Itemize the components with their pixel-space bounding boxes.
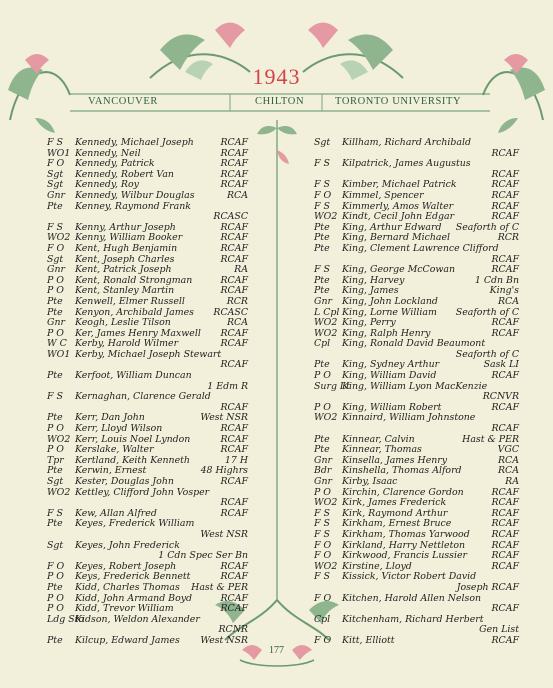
entry-unit-continued: 1 Cdn Spec Ser Bn	[158, 550, 248, 562]
entry-rank: Sgt	[47, 168, 64, 180]
entry-unit-continued: Joseph RCAF	[456, 581, 519, 593]
entry-unit: RCAF	[491, 200, 519, 212]
entry-rank: Gnr	[314, 454, 333, 466]
year-heading: 1943	[252, 64, 301, 89]
entry-name: Keyes, John Frederick	[75, 539, 180, 551]
entry-name: King, William David	[342, 370, 437, 382]
entry-name: Keogh, Leslie Tilson	[75, 317, 171, 329]
entry-rank: Bdr	[314, 465, 332, 477]
entry-unit: RCR	[226, 295, 248, 307]
roll-entry	[314, 191, 519, 202]
entry-rank: F S	[314, 571, 330, 583]
entry-name: Kernaghan, Clarence Gerald	[75, 391, 211, 403]
entry-name: Keys, Frederick Bennett	[75, 571, 191, 583]
entry-rank: F S	[314, 200, 330, 212]
entry-unit-continued: RCAF	[491, 603, 519, 615]
entry-name: Kettley, Clifford John Vosper	[75, 486, 210, 498]
entry-name: Kennedy, Patrick	[75, 158, 155, 170]
entry-rank: Pte	[47, 370, 63, 382]
entry-unit: RCAF	[491, 539, 519, 551]
entry-unit: RCAF	[491, 550, 519, 562]
entry-name: King, Harvey	[342, 274, 405, 286]
entry-rank: F S	[47, 137, 63, 148]
entry-name: Kitt, Elliott	[342, 634, 395, 646]
entry-name: Kindt, Cecil John Edgar	[342, 211, 455, 223]
entry-unit: West NSR	[200, 634, 248, 646]
left-name-column	[47, 138, 248, 647]
entry-name: Kerr, Dan John	[75, 412, 145, 424]
entry-unit: RCAF	[220, 137, 248, 148]
roll-entry	[314, 244, 519, 265]
entry-rank: F S	[314, 518, 330, 530]
entry-name: Kinshella, Thomas Alford	[342, 465, 462, 477]
entry-unit: RCAF	[220, 423, 248, 435]
entry-name: King, John Lockland	[342, 295, 438, 307]
roll-entry	[314, 138, 519, 159]
entry-unit: RCAF	[220, 433, 248, 445]
entry-unit-continued: Gen List	[479, 624, 519, 636]
entry-unit-continued: RCNR	[218, 624, 248, 636]
roll-entry	[47, 541, 248, 562]
entry-unit: Sask LI	[483, 359, 519, 371]
entry-rank: P O	[47, 571, 64, 583]
entry-rank: Sgt	[314, 137, 331, 148]
entry-unit: RCAF	[220, 253, 248, 265]
entry-name: Kennedy, Neil	[75, 147, 141, 159]
entry-rank: P O	[47, 285, 64, 297]
entry-rank: F O	[314, 189, 332, 201]
entry-name: Kinsella, James Henry	[342, 454, 448, 466]
header-place-right: TORONTO UNIVERSITY	[335, 96, 462, 107]
entry-name: Kirby, Isaac	[342, 476, 398, 487]
roll-entry	[47, 583, 248, 594]
entry-name: Kenny, William Booker	[75, 232, 183, 244]
entry-name: Kitchenham, Richard Herbert	[342, 613, 484, 625]
entry-name: Kirkwood, Francis Lussier	[342, 550, 468, 562]
entry-unit: RCAF	[491, 179, 519, 191]
entry-unit: RCA	[497, 454, 519, 466]
roll-entry	[47, 202, 248, 223]
entry-unit: RA	[505, 476, 519, 487]
entry-unit-continued: RCAF	[491, 423, 519, 435]
entry-name: Kennedy, Robert Van	[75, 168, 174, 180]
roll-entry	[47, 477, 248, 488]
entry-name: Kennedy, Michael Joseph	[75, 137, 194, 148]
entry-rank: WO2	[314, 412, 338, 424]
entry-unit: Hast & PER	[191, 581, 248, 593]
entry-name: King, Perry	[342, 317, 396, 329]
entry-name: Kerslake, Walter	[75, 444, 154, 456]
entry-rank: Pte	[314, 274, 330, 286]
entry-unit: RCAF	[491, 317, 519, 329]
entry-rank: WO1	[47, 348, 71, 360]
entry-unit: RCAF	[491, 518, 519, 530]
entry-name: King, Sydney Arthur	[342, 359, 440, 371]
entry-rank: Ldg Sto	[47, 613, 85, 625]
entry-rank: Sgt	[47, 179, 64, 191]
entry-rank: WO2	[314, 327, 338, 339]
entry-unit: Seaforth of C	[455, 306, 519, 318]
entry-unit: RCAF	[220, 560, 248, 572]
entry-name: Kent, Patrick Joseph	[75, 264, 172, 276]
roll-entry	[314, 159, 519, 180]
page-number: 177	[269, 645, 284, 656]
entry-rank: Pte	[47, 634, 63, 646]
entry-name: Kilcup, Edward James	[75, 634, 180, 646]
entry-unit: RCAF	[220, 476, 248, 487]
entry-rank: Gnr	[47, 264, 66, 276]
entry-unit: RCAF	[220, 168, 248, 180]
entry-name: Kinnear, Thomas	[342, 444, 422, 456]
entry-rank: F O	[47, 242, 65, 254]
entry-name: King, Ronald David Beaumont	[342, 338, 486, 350]
entry-rank: WO2	[47, 433, 71, 445]
entry-unit: RCAF	[220, 338, 248, 350]
entry-rank: Pte	[314, 285, 330, 297]
entry-name: Kew, Allan Alfred	[75, 507, 157, 519]
roll-entry	[314, 477, 519, 488]
entry-rank: P O	[314, 401, 331, 413]
entry-name: Kirkham, Ernest Bruce	[342, 518, 452, 530]
entry-rank: F O	[314, 634, 332, 646]
entry-rank: Pte	[314, 221, 330, 233]
entry-name: Kerby, Harold Wilmer	[75, 338, 179, 350]
entry-unit: RCA	[497, 295, 519, 307]
entry-name: King, Lorne William	[342, 306, 437, 318]
roll-entry	[314, 572, 519, 593]
entry-name: Kerfoot, William Duncan	[75, 370, 192, 382]
entry-unit: RCAF	[220, 274, 248, 286]
entry-rank: P O	[47, 444, 64, 456]
entry-rank: P O	[47, 274, 64, 286]
entry-name: Kent, Joseph Charles	[75, 253, 175, 265]
entry-name: Kenny, Arthur Joseph	[75, 221, 176, 233]
entry-unit-continued: RCAF	[220, 359, 248, 371]
entry-name: Kirk, Raymond Arthur	[342, 507, 448, 519]
entry-unit: RCAF	[220, 242, 248, 254]
roll-entry	[47, 392, 248, 413]
entry-unit: RCAF	[491, 370, 519, 382]
entry-rank: Pte	[47, 295, 63, 307]
entry-unit: VGC	[497, 444, 519, 456]
entry-rank: F O	[47, 560, 65, 572]
entry-unit-continued: RCAF	[220, 401, 248, 413]
entry-unit: RCAF	[220, 221, 248, 233]
entry-name: King, James	[342, 285, 399, 297]
roll-entry	[47, 350, 248, 371]
roll-entry	[47, 615, 248, 636]
entry-unit: RCAF	[491, 189, 519, 201]
entry-unit: RCAF	[220, 603, 248, 615]
entry-unit: RCASC	[213, 306, 248, 318]
entry-rank: L Cpl	[314, 306, 340, 318]
entry-rank: Gnr	[314, 476, 333, 487]
entry-rank: Gnr	[47, 317, 66, 329]
entry-unit: RCAF	[220, 327, 248, 339]
roll-entry	[314, 615, 519, 636]
entry-name: Kerby, Michael Joseph Stewart	[75, 348, 222, 360]
entry-unit-continued: RCAF	[491, 253, 519, 265]
entry-rank: Pte	[314, 359, 330, 371]
roll-entry	[314, 297, 519, 308]
entry-name: Kertland, Keith Kenneth	[75, 454, 190, 466]
entry-unit-continued: RCAF	[491, 147, 519, 159]
roll-entry	[314, 530, 519, 541]
entry-rank: F S	[314, 507, 330, 519]
roll-entry	[47, 138, 248, 149]
entry-unit: RCA	[226, 317, 248, 329]
entry-rank: WO2	[314, 211, 338, 223]
roll-entry	[47, 244, 248, 255]
entry-unit: 48 Highrs	[200, 465, 248, 477]
entry-name: Keyes, Robert Joseph	[75, 560, 177, 572]
entry-rank: Pte	[47, 412, 63, 424]
entry-rank: Pte	[47, 200, 63, 212]
entry-rank: Pte	[314, 444, 330, 456]
entry-rank: P O	[47, 423, 64, 435]
entry-unit: RCAF	[491, 560, 519, 572]
entry-name: Kilpatrick, James Augustus	[342, 158, 471, 170]
entry-unit-continued: RCAF	[220, 497, 248, 509]
entry-unit: RCAF	[491, 507, 519, 519]
right-name-column	[314, 138, 519, 647]
entry-name: Kennedy, Roy	[75, 179, 139, 191]
entry-rank: F O	[314, 592, 332, 604]
entry-unit: RCAF	[220, 147, 248, 159]
entry-rank: Pte	[314, 433, 330, 445]
entry-unit: RCAF	[220, 444, 248, 456]
entry-unit-continued: RCAF	[491, 168, 519, 180]
entry-rank: F S	[47, 391, 63, 403]
entry-rank: F S	[314, 179, 330, 191]
entry-name: King, George McCowan	[342, 264, 456, 276]
entry-unit: RCAF	[491, 327, 519, 339]
entry-name: Kissick, Victor Robert David	[342, 571, 477, 583]
entry-unit: Seaforth of C	[455, 221, 519, 233]
roll-entry	[314, 594, 519, 615]
entry-name: Kennedy, Wilbur Douglas	[75, 189, 195, 201]
entry-rank: Sgt	[47, 539, 64, 551]
entry-rank: F O	[314, 550, 332, 562]
entry-name: Kinnaird, William Johnstone	[342, 412, 476, 424]
entry-unit-continued: 1 Edm R	[207, 380, 248, 392]
entry-name: Keyes, Frederick William	[75, 518, 195, 530]
entry-rank: P O	[47, 592, 64, 604]
entry-unit: Hast & PER	[462, 433, 519, 445]
entry-rank: Pte	[47, 581, 63, 593]
entry-unit: RCAF	[491, 634, 519, 646]
entry-rank: F S	[314, 264, 330, 276]
entry-name: Kidd, John Armand Boyd	[75, 592, 193, 604]
roll-entry	[314, 382, 519, 403]
entry-rank: Pte	[314, 242, 330, 254]
entry-name: Kirchin, Clarence Gordon	[342, 486, 464, 498]
entry-rank: Cpl	[314, 338, 331, 350]
entry-unit-continued: RCNVR	[482, 391, 519, 403]
entry-unit: RCAF	[220, 179, 248, 191]
entry-rank: P O	[47, 603, 64, 615]
entry-rank: P O	[314, 486, 331, 498]
roll-entry	[47, 519, 248, 540]
entry-name: Kent, Hugh Benjamin	[75, 242, 178, 254]
entry-name: King, Arthur Edward	[342, 221, 442, 233]
entry-rank: F O	[314, 539, 332, 551]
entry-unit: 17 H	[224, 454, 248, 466]
entry-unit: RCAF	[220, 232, 248, 244]
entry-rank: Sgt	[47, 253, 64, 265]
entry-name: Kent, Stanley Martin	[75, 285, 175, 297]
entry-rank: F S	[314, 528, 330, 540]
roll-entry	[47, 191, 248, 202]
entry-name: Kidson, Weldon Alexander	[75, 613, 200, 625]
entry-name: Kerwin, Ernest	[75, 465, 147, 477]
entry-unit: RCAF	[491, 486, 519, 498]
entry-unit: RA	[234, 264, 248, 276]
entry-rank: Pte	[47, 465, 63, 477]
entry-rank: F S	[314, 158, 330, 170]
entry-rank: Cpl	[314, 613, 331, 625]
entry-unit-continued: West NSR	[200, 528, 248, 540]
entry-name: Kidd, Charles Thomas	[75, 581, 180, 593]
entry-name: Kinnear, Calvin	[342, 433, 415, 445]
entry-rank: WO2	[314, 497, 338, 509]
entry-rank: WO2	[47, 232, 71, 244]
entry-name: Kimber, Michael Patrick	[342, 179, 457, 191]
entry-name: Kirkland, Harry Nettleton	[342, 539, 466, 551]
entry-unit-continued: RCASC	[213, 211, 248, 223]
entry-unit: 1 Cdn Bn	[474, 274, 519, 286]
entry-unit: RCAF	[220, 592, 248, 604]
entry-rank: Pte	[314, 232, 330, 244]
entry-rank: P O	[314, 370, 331, 382]
entry-unit: RCAF	[220, 285, 248, 297]
entry-name: Kitchen, Harold Allen Nelson	[342, 592, 482, 604]
entry-rank: Gnr	[314, 295, 333, 307]
entry-unit: RCAF	[491, 211, 519, 223]
header-place-left: VANCOUVER	[88, 96, 158, 107]
entry-unit: RCAF	[491, 497, 519, 509]
entry-rank: Sgt	[47, 476, 64, 487]
roll-entry	[47, 371, 248, 392]
roll-entry	[314, 339, 519, 360]
entry-name: Kirkham, Thomas Yarwood	[342, 528, 470, 540]
entry-name: Kimmel, Spencer	[342, 189, 424, 201]
entry-rank: F O	[47, 158, 65, 170]
entry-name: King, William Robert	[342, 401, 442, 413]
entry-unit: RCAF	[491, 528, 519, 540]
entry-name: Kenney, Raymond Frank	[75, 200, 191, 212]
entry-name: Kimmerly, Amos Walter	[342, 200, 454, 212]
entry-name: Kerr, Louis Noel Lyndon	[75, 433, 191, 445]
entry-name: Kester, Douglas John	[75, 476, 174, 487]
entry-rank: Surg Lt	[314, 380, 350, 392]
roll-entry	[47, 488, 248, 509]
entry-name: King, Bernard Michael	[342, 232, 451, 244]
roll-entry	[47, 297, 248, 308]
entry-name: King, Clement Lawrence Clifford	[342, 242, 499, 254]
entry-unit: RCAF	[491, 264, 519, 276]
entry-name: Kenwell, Elmer Russell	[75, 295, 185, 307]
entry-unit: RCAF	[220, 158, 248, 170]
entry-name: King, Ralph Henry	[342, 327, 431, 339]
entry-unit: West NSR	[200, 412, 248, 424]
entry-name: King, William Lyon MacKenzie	[342, 380, 488, 392]
entry-unit: RCAF	[491, 401, 519, 413]
entry-rank: Gnr	[47, 189, 66, 201]
entry-unit: RCAF	[220, 571, 248, 583]
entry-name: Kent, Ronald Strongman	[75, 274, 193, 286]
roll-entry	[314, 413, 519, 434]
entry-rank: Pte	[47, 306, 63, 318]
entry-name: Killham, Richard Archibald	[342, 137, 472, 148]
entry-name: Kerr, Lloyd Wilson	[75, 423, 163, 435]
entry-rank: Tpr	[47, 454, 64, 466]
entry-unit: RCA	[226, 189, 248, 201]
entry-unit: RCAF	[220, 507, 248, 519]
entry-unit-continued: Seaforth of C	[455, 348, 519, 360]
entry-rank: W C	[47, 338, 67, 350]
entry-rank: Pte	[47, 518, 63, 530]
entry-name: Kidd, Trevor William	[75, 603, 174, 615]
entry-rank: WO2	[314, 560, 338, 572]
entry-name: Ker, James Henry Maxwell	[75, 327, 201, 339]
entry-unit: RCR	[497, 232, 519, 244]
entry-rank: WO1	[47, 147, 71, 159]
entry-name: Kirstine, Lloyd	[342, 560, 412, 572]
entry-unit: King's	[489, 285, 519, 297]
entry-rank: WO2	[314, 317, 338, 329]
entry-rank: F S	[47, 507, 63, 519]
entry-rank: F S	[47, 221, 63, 233]
entry-name: Kirk, James Frederick	[342, 497, 447, 509]
entry-rank: P O	[47, 327, 64, 339]
entry-unit: RCA	[497, 465, 519, 477]
entry-rank: WO2	[47, 486, 71, 498]
entry-name: Kenyon, Archibald James	[75, 306, 194, 318]
header-place-center: CHILTON	[255, 96, 305, 107]
